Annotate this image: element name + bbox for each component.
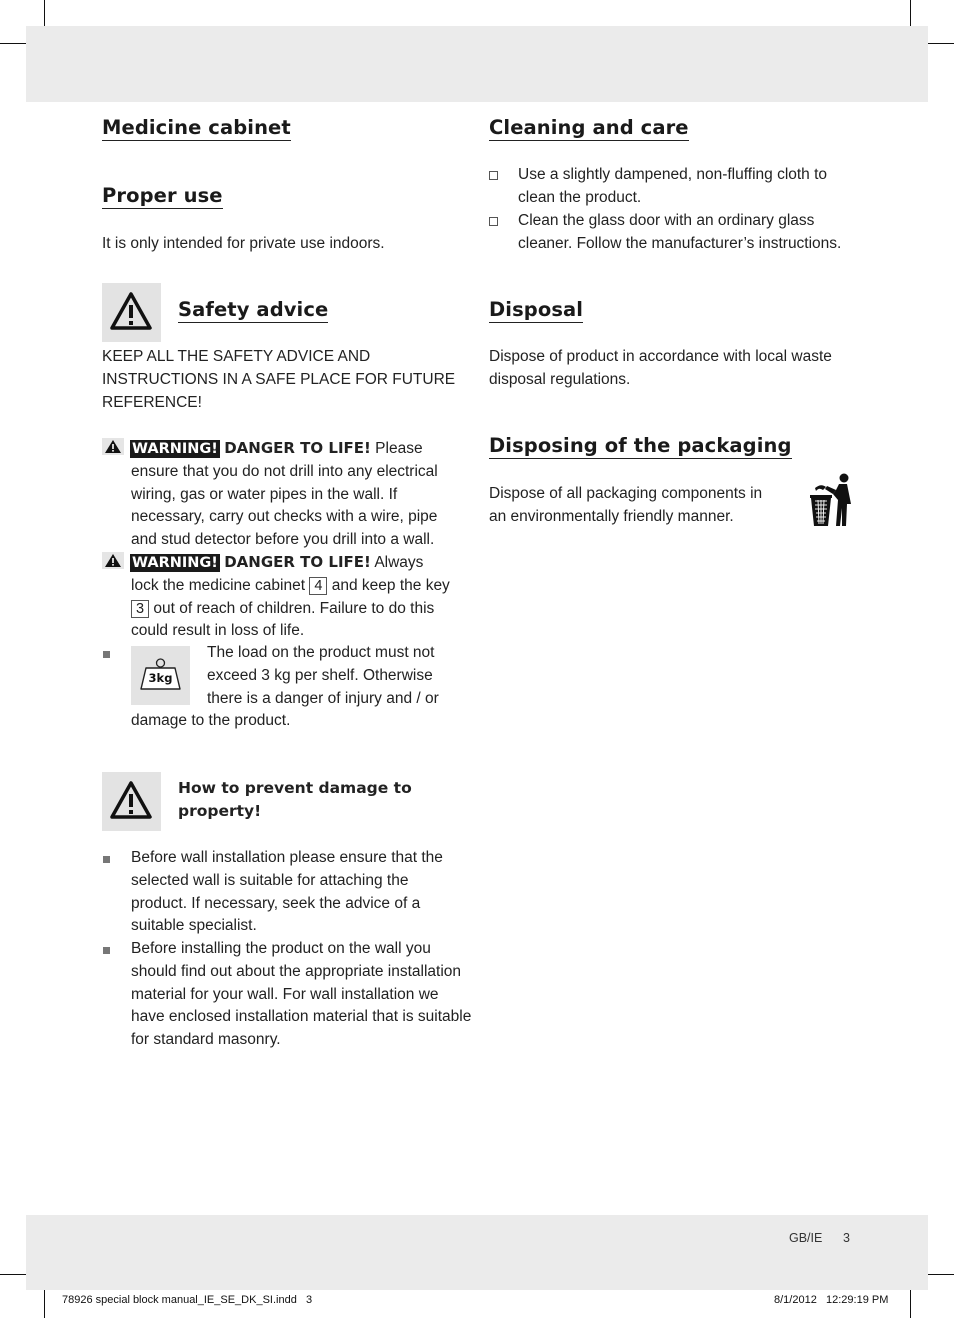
list-line: should find out about the appropriate installation: [131, 962, 462, 980]
warning-text: and stud detector before you drill into a wall.: [131, 531, 435, 549]
list-line: material for your wall. For wall installation we: [131, 985, 439, 1003]
load-line: there is a danger of injury and / or: [207, 689, 439, 707]
warning-text: could result in loss of life.: [131, 622, 305, 640]
weight-label: 3kg: [148, 671, 173, 685]
proper-use-text: It is only intended for private use indoors.: [102, 235, 385, 252]
warning-text: and keep the key: [331, 576, 450, 594]
property-damage-heading: [178, 777, 412, 823]
slug-filename: 78926 special block manual_IE_SE_DK_SI.indd 3: [62, 1294, 313, 1306]
warning-small-icon: [102, 438, 124, 455]
heading-line: property!: [178, 801, 262, 820]
keep-advice-line: KEEP ALL THE SAFETY ADVICE AND: [102, 348, 371, 365]
warning-text: ensure that you do not drill into any electrical: [131, 462, 438, 480]
page-title: Medicine cabinet: [102, 116, 291, 139]
packaging-heading: Disposing of the packaging: [489, 434, 792, 457]
checkbox-bullet-icon: [489, 171, 498, 180]
safety-advice-heading: Safety advice: [178, 298, 329, 321]
list-line: have enclosed installation material that is suitable: [131, 1008, 472, 1026]
list-line: suitable specialist.: [131, 917, 257, 935]
warning-text: Always: [374, 554, 424, 571]
crop-mark: [924, 43, 954, 44]
bullet-icon: [103, 651, 110, 658]
weight-3kg-icon: [131, 646, 190, 705]
list-line: selected wall is suitable for attaching the: [131, 871, 409, 889]
list-line: Before installing the product on the wall you: [131, 940, 431, 957]
footer-band: [26, 1215, 928, 1290]
crop-mark: [924, 1274, 954, 1275]
list-item: [518, 210, 863, 256]
warning-triangle-icon: [102, 283, 161, 342]
slug-datetime: 8/1/2012 12:29:19 PM: [774, 1294, 889, 1306]
warning-text: necessary, carry out checks with a wire, pipe: [131, 508, 438, 526]
part-number-badge: 3: [131, 600, 149, 618]
proper-use-heading: Proper use: [102, 184, 223, 207]
packaging-line: an environmentally friendly manner.: [489, 507, 734, 525]
list-line: product. If necessary, seek the advice of a: [131, 894, 421, 912]
list-item: [131, 847, 476, 938]
bullet-icon: [103, 856, 110, 863]
warning-text: wiring, gas or water pipes in the wall. If: [131, 485, 398, 503]
keep-advice-text: [102, 346, 455, 414]
load-line: damage to the product.: [131, 712, 291, 729]
keep-advice-line: INSTRUCTIONS IN A SAFE PLACE FOR FUTURE: [102, 370, 456, 388]
warning-triangle-icon: [102, 772, 161, 831]
keep-advice-line: REFERENCE!: [102, 393, 202, 411]
warning-text: Please: [375, 440, 423, 457]
cleaning-heading: Cleaning and care: [489, 116, 689, 139]
warning-text: lock the medicine cabinet: [131, 576, 306, 594]
list-line: for standard masonry.: [131, 1031, 281, 1049]
part-number-badge: 4: [309, 577, 327, 595]
load-line: The load on the product must not: [207, 644, 435, 661]
recycle-bin-person-icon: [809, 472, 855, 533]
page-number: 3: [843, 1231, 850, 1245]
list-line: cleaner. Follow the manufacturer’s instructions.: [518, 234, 842, 252]
warning-badge: WARNING!: [132, 555, 218, 571]
warning-badge: WARNING!: [132, 441, 218, 457]
disposal-text: [489, 346, 859, 392]
load-text: [207, 642, 467, 710]
load-line: exceed 3 kg per shelf. Otherwise: [207, 666, 433, 684]
list-line: Before wall installation please ensure that the: [131, 849, 443, 866]
list-item: [131, 938, 476, 1052]
checkbox-bullet-icon: [489, 217, 498, 226]
footer-locale: GB/IE: [789, 1231, 823, 1245]
list-line: clean the product.: [518, 188, 642, 206]
disposal-line: Dispose of product in accordance with local waste: [489, 348, 832, 365]
list-line: Clean the glass door with an ordinary glass: [518, 212, 815, 229]
packaging-text: [489, 483, 789, 529]
warning-danger-children: [102, 551, 472, 643]
packaging-line: Dispose of all packaging components in: [489, 485, 763, 502]
warning-danger-drilling: [102, 437, 472, 552]
heading-line: How to prevent damage to: [178, 779, 412, 797]
disposal-heading: Disposal: [489, 298, 584, 321]
warning-small-icon: [102, 552, 124, 569]
warning-text: out of reach of children. Failure to do this: [153, 599, 435, 617]
crop-mark: [910, 1288, 911, 1318]
danger-label: DANGER TO LIFE!: [224, 439, 371, 457]
crop-mark: [44, 1288, 45, 1318]
danger-label: DANGER TO LIFE!: [224, 553, 371, 571]
list-line: Use a slightly dampened, non-fluffing cloth to: [518, 166, 828, 183]
disposal-line: disposal regulations.: [489, 370, 631, 388]
bullet-icon: [103, 947, 110, 954]
header-band: [26, 26, 928, 102]
list-item: [518, 164, 863, 210]
